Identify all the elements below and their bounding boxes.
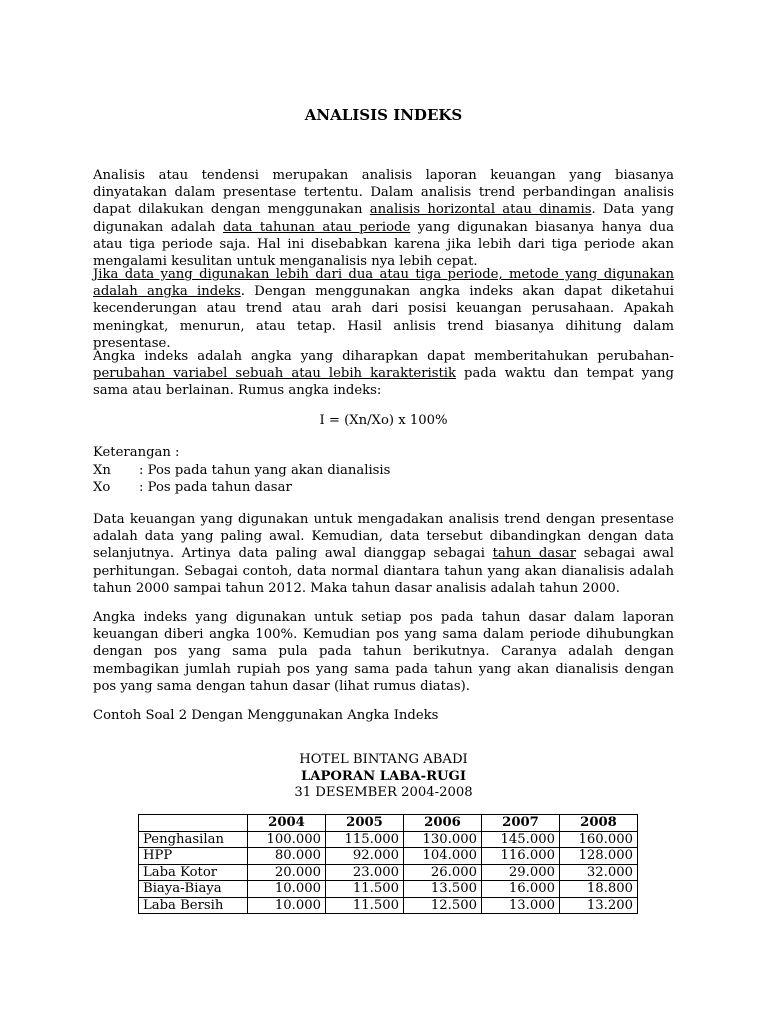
row-label-cell: Laba Kotor bbox=[139, 864, 248, 881]
value-cell: 29.000 bbox=[482, 864, 560, 881]
underlined-term: Jika data yang digunakan lebih dari dua atau tiga periode, metode yang digunakan adalah angka indeks bbox=[93, 267, 674, 300]
value-cell: 18.800 bbox=[560, 881, 638, 898]
table-year-header: 2008 bbox=[560, 815, 638, 832]
value-cell: 23.000 bbox=[326, 864, 404, 881]
value-cell: 13.000 bbox=[482, 897, 560, 914]
legend-xn: Xn : Pos pada tahun yang akan dianalisis bbox=[93, 462, 391, 478]
value-cell: 13.200 bbox=[560, 897, 638, 914]
page-title: ANALISIS INDEKS bbox=[304, 106, 463, 124]
report-period: 31 DESEMBER 2004-2008 bbox=[294, 785, 473, 800]
report-header bbox=[93, 752, 674, 802]
value-cell: 11.500 bbox=[326, 897, 404, 914]
value-cell: 115.000 bbox=[326, 831, 404, 848]
value-cell: 80.000 bbox=[248, 848, 326, 865]
table-year-header: 2006 bbox=[404, 815, 482, 832]
value-cell: 10.000 bbox=[248, 897, 326, 914]
table-row bbox=[139, 864, 638, 881]
table-header-row bbox=[139, 815, 638, 832]
paragraph-3: Angka indeks adalah angka yang diharapkan dapat memberitahukan perubahan-perubahan variabel sebuah atau lebih karakteristik pada waktu dan tempat yang sama atau berlainan. Rumus angka indeks: bbox=[93, 349, 674, 399]
value-cell: 116.000 bbox=[482, 848, 560, 865]
report-name: LAPORAN LABA-RUGI bbox=[301, 768, 466, 784]
value-cell: 20.000 bbox=[248, 864, 326, 881]
row-label-cell: Laba Bersih bbox=[139, 897, 248, 914]
value-cell: 11.500 bbox=[326, 881, 404, 898]
paragraph-2: Jika data yang digunakan lebih dari dua atau tiga periode, metode yang digunakan adalah angka indeks. Dengan menggunakan angka indeks akan dapat diketahui kecenderungan atau trend atau arah dari posisi keuangan perusahaan. Apakah meningkat, menurun, atau tetap. Hasil anlisis trend biasanya dihitung dalam presentase. bbox=[93, 267, 675, 351]
table-row bbox=[139, 831, 638, 848]
value-cell: 32.000 bbox=[560, 864, 638, 881]
underlined-term: analisis horizontal atau dinamis bbox=[369, 202, 592, 218]
table-year-header: 2005 bbox=[326, 815, 404, 832]
table-year-header: 2007 bbox=[482, 815, 560, 832]
paragraph-5: Angka indeks yang digunakan untuk setiap pos pada tahun dasar dalam laporan keuangan diberi angka 100%. Kemudian pos yang sama dalam periode dihubungkan dengan pos yang sama pula pada tahun berikutnya. Caranya adalah dengan membagikan jumlah rupiah pos yang sama pada tahun yang akan dianalisis dengan pos yang sama dengan tahun dasar (lihat rumus diatas). bbox=[93, 610, 674, 694]
paragraph-1: Analisis atau tendensi merupakan analisis laporan keuangan yang biasanya dinyatakan dalam presentase tertentu. Dalam analisis trend perbandingan analisis dapat dilakukan dengan menggunakan analisis horizontal atau dinamis. Data yang digunakan adalah data tahunan atau periode yang digunakan biasanya hanya dua atau tiga periode saja. Hal ini disebabkan karena jika lebih dari tiga periode akan mengalami kesulitan untuk menganalisis nya lebih cepat. bbox=[93, 168, 675, 270]
value-cell: 12.500 bbox=[404, 897, 482, 914]
value-cell: 130.000 bbox=[404, 831, 482, 848]
legend-block bbox=[93, 444, 390, 497]
value-cell: 16.000 bbox=[482, 881, 560, 898]
table-row bbox=[139, 897, 638, 914]
value-cell: 26.000 bbox=[404, 864, 482, 881]
value-cell: 104.000 bbox=[404, 848, 482, 865]
income-statement-table bbox=[138, 814, 638, 914]
row-label-cell: Biaya-Biaya bbox=[139, 881, 248, 898]
legend-xo: Xo : Pos pada tahun dasar bbox=[93, 480, 292, 495]
row-label-cell: HPP bbox=[139, 848, 248, 865]
value-cell: 100.000 bbox=[248, 831, 326, 848]
table-row bbox=[139, 881, 638, 898]
table-row bbox=[139, 848, 638, 865]
value-cell: 160.000 bbox=[560, 831, 638, 848]
underlined-term: data tahunan atau periode bbox=[222, 219, 411, 235]
value-cell: 13.500 bbox=[404, 881, 482, 898]
underlined-term: perubahan variabel sebuah atau lebih karakteristik bbox=[93, 366, 457, 382]
company-name: HOTEL BINTANG ABADI bbox=[299, 752, 468, 767]
row-label-cell: Penghasilan bbox=[139, 831, 248, 848]
paragraph-4: Data keuangan yang digunakan untuk mengadakan analisis trend dengan presentase adalah data yang paling awal. Kemudian, data tersebut dibandingkan dengan data selanjutnya. Artinya data paling awal dianggap sebagai tahun dasar sebagai awal perhitungan. Sebagai contoh, data normal diantara tahun yang akan dianalisis adalah tahun 2000 sampai tahun 2012. Maka tahun dasar analisis adalah tahun 2000. bbox=[93, 512, 674, 596]
underlined-term: tahun dasar bbox=[492, 546, 577, 562]
table-corner-cell bbox=[139, 815, 248, 832]
example-heading: Contoh Soal 2 Dengan Menggunakan Angka Indeks bbox=[93, 708, 439, 723]
value-cell: 10.000 bbox=[248, 881, 326, 898]
legend-label: Keterangan : bbox=[93, 445, 180, 460]
table-year-header: 2004 bbox=[248, 815, 326, 832]
index-formula: I = (Xn/Xo) x 100% bbox=[319, 413, 448, 428]
value-cell: 145.000 bbox=[482, 831, 560, 848]
value-cell: 128.000 bbox=[560, 848, 638, 865]
value-cell: 92.000 bbox=[326, 848, 404, 865]
